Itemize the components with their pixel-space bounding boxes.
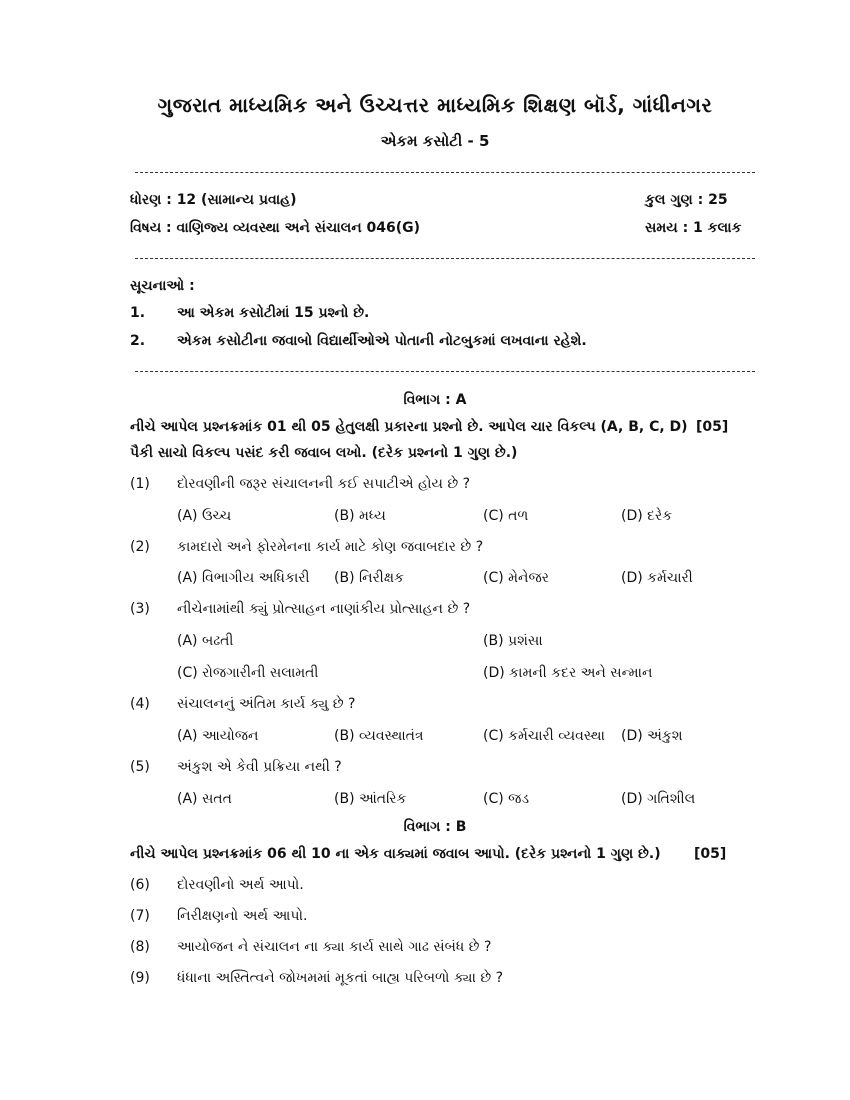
subject-label: વિષય : વાણિજ્ય વ્યવસ્થા અને સંચાલન 046(G) xyxy=(130,220,421,236)
option: (A) સતત xyxy=(177,791,232,807)
question-number: (8) xyxy=(130,939,150,955)
option: (C) તળ xyxy=(483,508,529,524)
section-a-marks: [05] xyxy=(696,419,729,435)
question-number: (2) xyxy=(130,539,150,555)
option: (D) અંકુશ xyxy=(621,728,683,744)
divider xyxy=(135,172,755,173)
option: (B) નિરીક્ષક xyxy=(334,570,404,586)
question-text: અંકુશ એ કેવી પ્રક્રિયા નથી ? xyxy=(177,759,342,775)
option: (A) વિભાગીય અધિકારી xyxy=(177,570,310,586)
section-b-marks: [05] xyxy=(694,846,727,862)
option: (C) રોજગારીની સલામતી xyxy=(177,665,319,681)
option: (B) પ્રશંસા xyxy=(483,633,543,649)
standard-label: ધોરણ : 12 (સામાન્ય પ્રવાહ) xyxy=(130,192,297,208)
instruction-text: આ એકમ કસોટીમાં 15 પ્રશ્નો છે. xyxy=(177,305,370,321)
question-text: કામદારો અને ફોરમેનના કાર્ય માટે કોણ જવાબદાર છે ? xyxy=(177,539,484,555)
question-text: દોરવણીનો અર્થ આપો. xyxy=(177,877,304,893)
instruction-text: એકમ કસોટીના જવાબો વિદ્યાર્થીઓએ પોતાની નોટબુકમાં લખવાના રહેશે. xyxy=(177,333,587,349)
option: (A) ઉચ્ચ xyxy=(177,508,232,524)
question-number: (9) xyxy=(130,970,150,986)
option: (C) મેનેજર xyxy=(483,570,549,586)
option: (A) બઢતી xyxy=(177,633,234,649)
instruction-number: 2. xyxy=(130,333,146,349)
total-marks-label: કુલ ગુણ : 25 xyxy=(645,192,728,208)
test-title: એકમ કસોટી - 5 xyxy=(380,132,490,150)
question-number: (5) xyxy=(130,759,150,775)
option: (C) જડ xyxy=(483,791,530,807)
option: (D) ગતિશીલ xyxy=(621,791,696,807)
option: (A) આયોજન xyxy=(177,728,259,744)
option: (B) આંતરિક xyxy=(334,791,407,807)
instruction-number: 1. xyxy=(130,305,146,321)
section-b-heading: વિભાગ : B xyxy=(403,819,467,835)
question-text: ધંધાના અસ્તિત્વને જોખમમાં મૂકતાં બાહ્ય પરિબળો ક્યા છે ? xyxy=(177,970,504,986)
option: (B) વ્યવસ્થાતંત્ર xyxy=(334,728,424,744)
question-number: (4) xyxy=(130,696,150,712)
section-a-heading: વિભાગ : A xyxy=(403,392,467,408)
question-number: (7) xyxy=(130,908,150,924)
question-text: આયોજન ને સંચાલન ના ક્યા કાર્ય સાથે ગાઢ સંબંધ છે ? xyxy=(177,939,492,955)
section-b-instruction: નીચે આપેલ પ્રશ્નક્રમાંક 06 થી 10 ના એક વાક્યમાં જવાબ આપો. (દરેક પ્રશ્નનો 1 ગુણ છે.) xyxy=(130,846,661,862)
option: (D) કામની કદર અને સન્માન xyxy=(483,665,653,681)
section-a-instruction: નીચે આપેલ પ્રશ્નક્રમાંક 01 થી 05 હેતુલક્ષી પ્રકારના પ્રશ્નો છે. આપેલ ચાર વિકલ્પ (A, B, C, D) xyxy=(130,419,688,435)
question-text: નિરીક્ષણનો અર્થ આપો. xyxy=(177,908,308,924)
option: (D) કર્મચારી xyxy=(621,570,693,586)
divider xyxy=(135,258,755,259)
question-text: સંચાલનનું અંતિમ કાર્ય ક્યુ છે ? xyxy=(177,696,356,712)
question-text: દોરવણીની જરૂર સંચાલનની કઈ સપાટીએ હોય છે ? xyxy=(177,476,471,492)
question-number: (6) xyxy=(130,877,150,893)
instructions-heading: સૂચનાઓ : xyxy=(130,278,195,294)
option: (B) મધ્ય xyxy=(334,508,386,524)
question-number: (1) xyxy=(130,476,150,492)
board-title: ગુજરાત માધ્યમિક અને ઉચ્ચત્તર માધ્યમિક શિક્ષણ બૉર્ડ, ગાંધીનગર xyxy=(157,93,713,117)
divider xyxy=(135,371,755,372)
question-number: (3) xyxy=(130,601,150,617)
option: (D) દરેક xyxy=(621,508,673,524)
section-a-instruction: પૈકી સાચો વિકલ્પ પસંદ કરી જવાબ લખો. (દરેક પ્રશ્નનો 1 ગુણ છે.) xyxy=(130,445,518,461)
time-label: સમય : 1 કલાક xyxy=(645,220,742,236)
option: (C) કર્મચારી વ્યવસ્થા xyxy=(483,728,605,744)
question-text: નીચેનામાંથી ક્યું પ્રોત્સાહન નાણાંકીય પ્રોત્સાહન છે ? xyxy=(177,601,471,617)
